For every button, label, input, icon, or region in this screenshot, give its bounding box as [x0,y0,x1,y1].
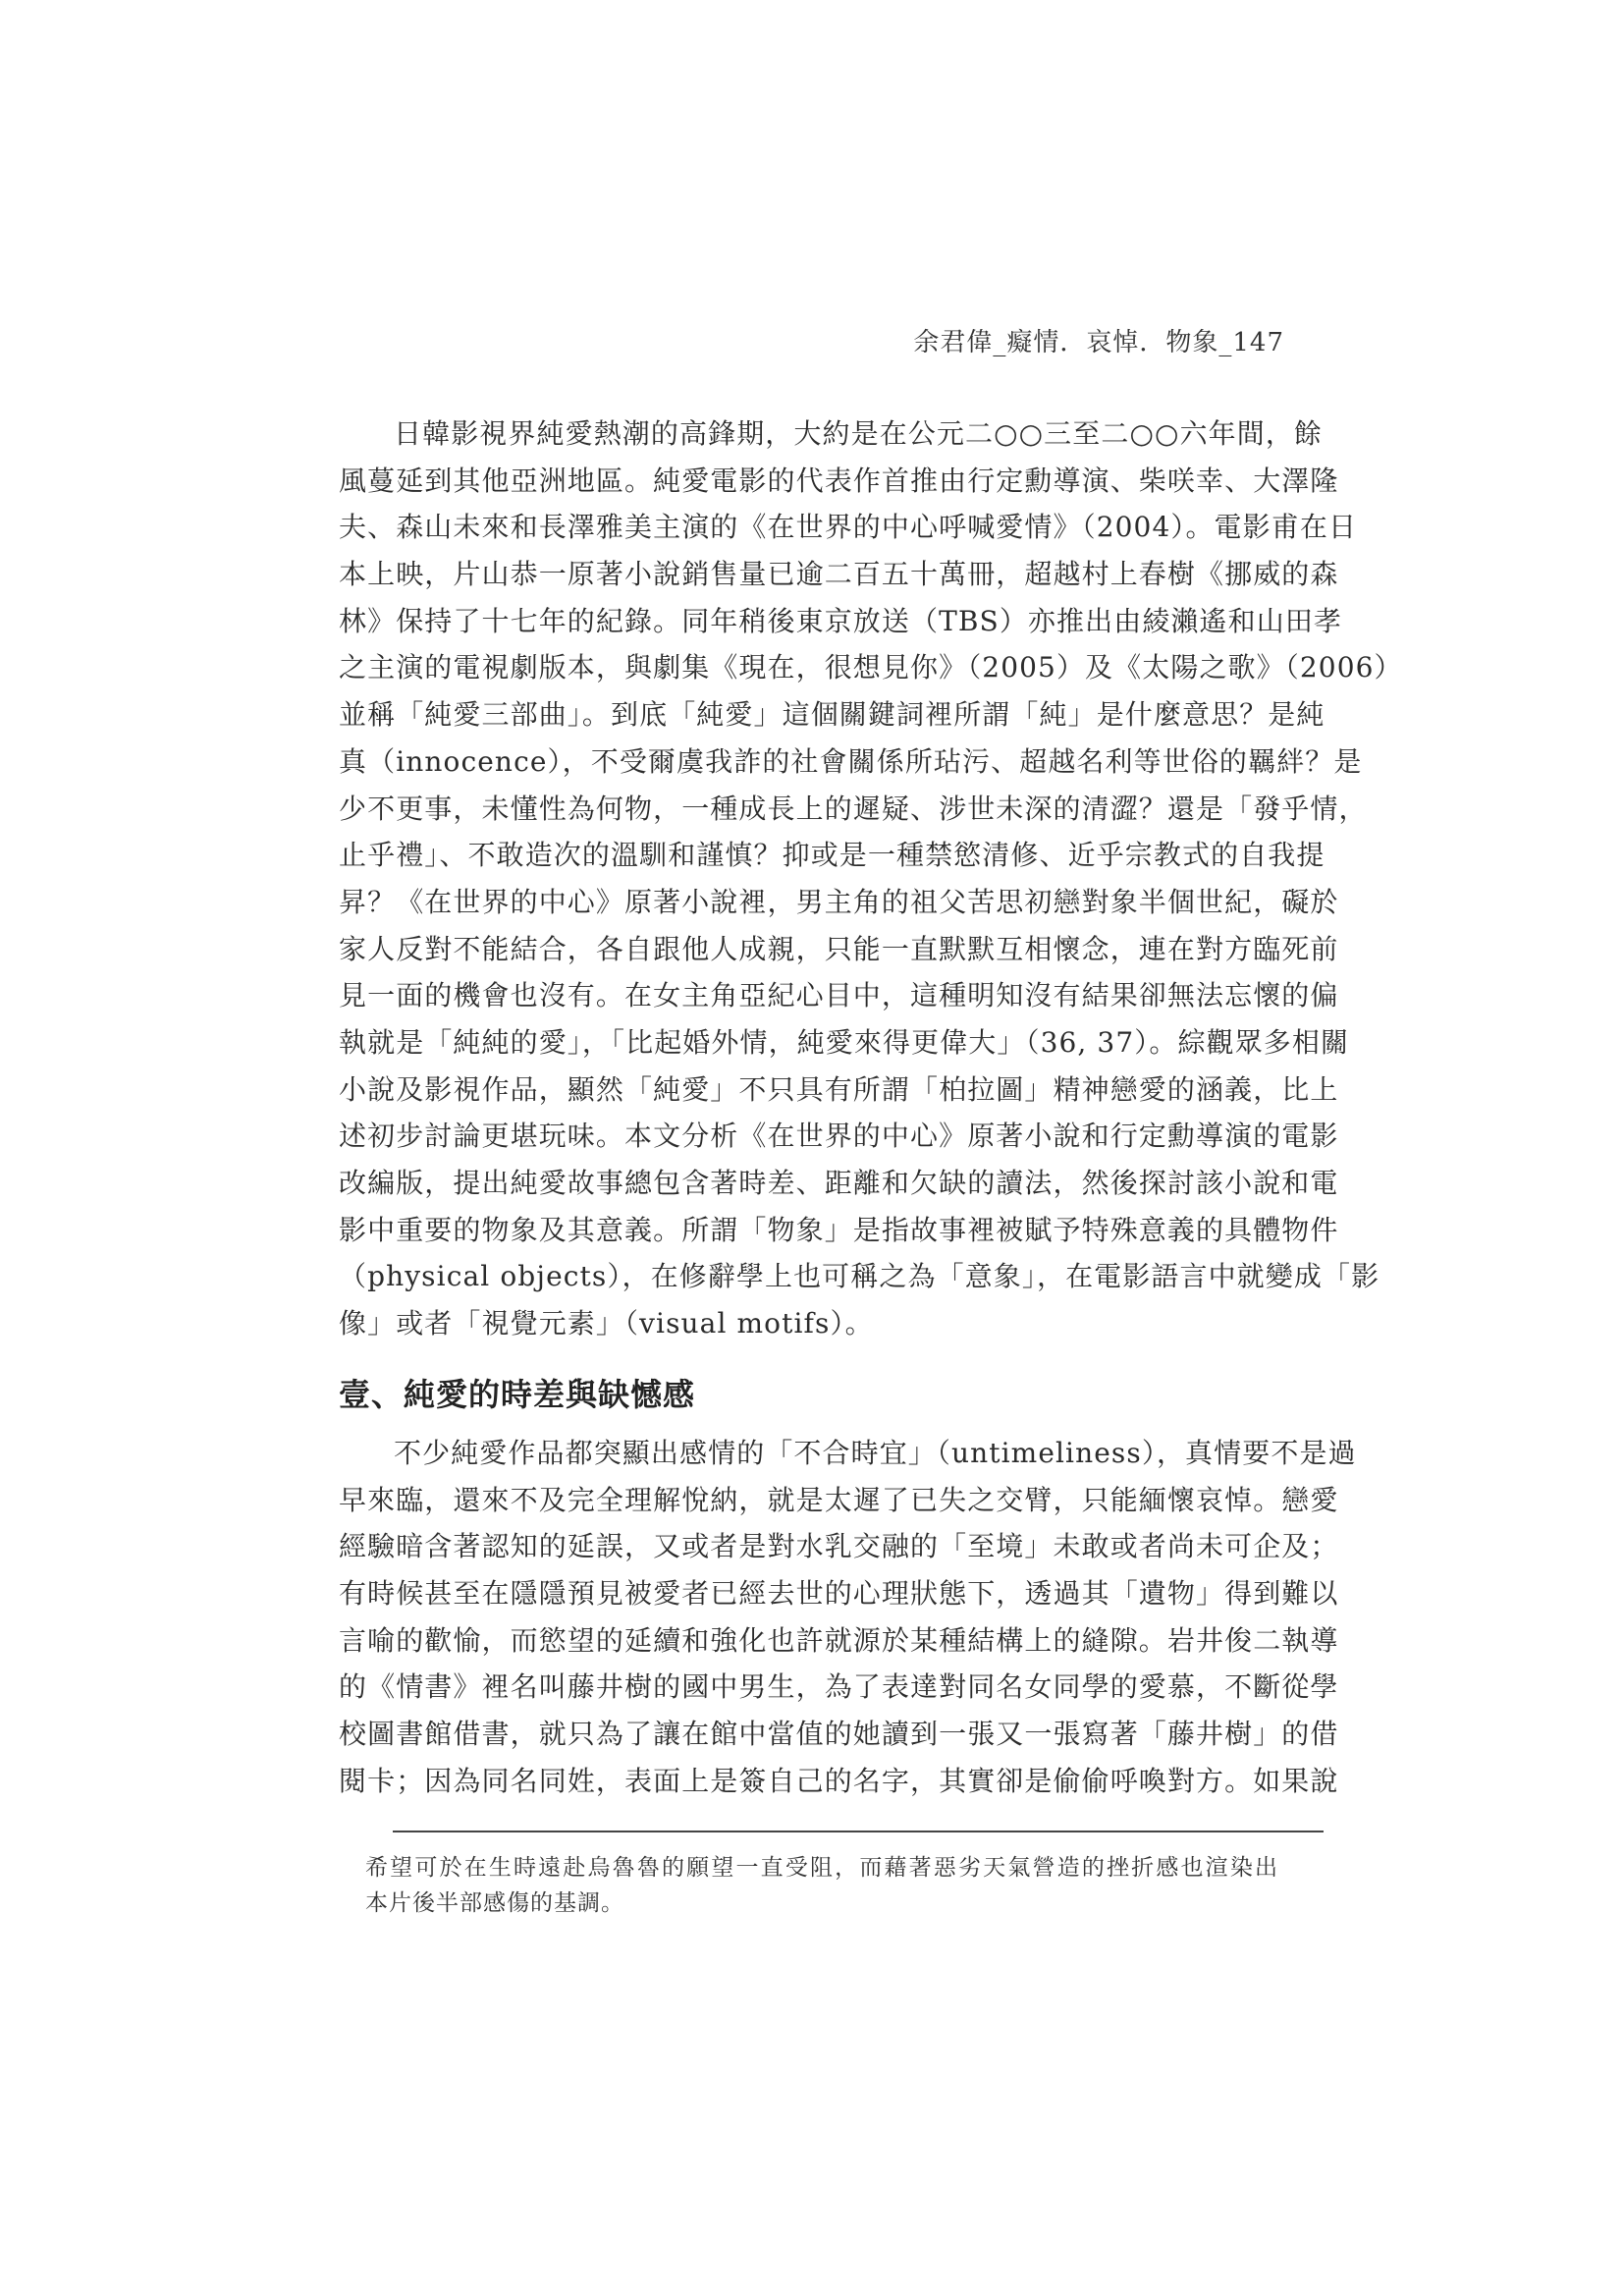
text-line: 風蔓延到其他亞洲地區。純愛電影的代表作首推由行定勳導演、柴咲幸、大澤隆 [339,464,1339,497]
text-line: 真（innocence），不受爾虞我詐的社會關係所玷污、超越名利等世俗的羈絆？是 [339,744,1363,778]
text-line: 校圖書館借書，就只為了讓在館中當值的她讀到一張又一張寫著「藤井樹」的借 [339,1718,1339,1751]
text-line: 像」或者「視覺元素」（visual motifs）。 [339,1307,874,1340]
text-line: 林》保持了十七年的紀錄。同年稍後東京放送（TBS）亦推出由綾瀨遙和山田孝 [339,604,1343,637]
text-line: 止乎禮」、不敢造次的溫馴和謹慎？抑或是一種禁慾清修、近乎宗教式的自我提 [339,839,1325,872]
section-heading: 壹、純愛的時差與缺憾感 [339,1376,696,1413]
footnote-line: 本片後半部感傷的基調。 [365,1890,624,1916]
text-line: 述初步討論更堪玩味。本文分析《在世界的中心》原著小說和行定勳導演的電影 [339,1120,1339,1153]
text-line: 不少純愛作品都突顯出感情的「不合時宜」（untimeliness），真情要不是過 [394,1437,1357,1469]
text-line: 閱卡；因為同名同姓，表面上是簽自己的名字，其實卻是偷偷呼喚對方。如果說 [339,1764,1339,1797]
text-line: 本上映，片山恭一原著小說銷售量已逾二百五十萬冊，超越村上春樹《挪威的森 [339,558,1339,591]
text-line: 言喻的歡愉，而慾望的延續和強化也許就源於某種結構上的縫隙。岩井俊二執導 [339,1623,1339,1657]
text-line: 影中重要的物象及其意義。所謂「物象」是指故事裡被賦予特殊意義的具體物件 [339,1213,1339,1246]
text-line: 早來臨，還來不及完全理解悅納，就是太遲了已失之交臂，只能緬懷哀悼。戀愛 [339,1483,1339,1516]
footnote-line: 希望可於在生時遠赴烏魯魯的願望一直受阻，而藉著惡劣天氣營造的挫折感也渲染出 [365,1855,1278,1881]
text-line: 執就是「純純的愛」，「比起婚外情，純愛來得更偉大」（36, 37）。綜觀眾多相關 [339,1025,1350,1059]
text-line: 之主演的電視劇版本，與劇集《現在，很想見你》（2005）及《太陽之歌》（2006） [339,651,1403,684]
body-paragraph-2 [339,1430,1357,1805]
footnote-divider [393,1831,1324,1832]
footnote [365,1850,1278,1921]
text-line: 見一面的機會也沒有。在女主角亞紀心目中，這種明知沒有結果卻無法忘懷的偏 [339,979,1339,1012]
text-line: 日韓影視界純愛熱潮的高鋒期，大約是在公元二○○三至二○○六年間，餘 [394,417,1324,450]
text-line: （physical objects），在修辭學上也可稱之為「意象」，在電影語言中就變成「影 [339,1260,1380,1293]
text-line: 改編版，提出純愛故事總包含著時差、距離和欠缺的讀法，然後探討該小說和電 [339,1167,1339,1199]
running-head: 余君偉_癡情．哀悼．物象_147 [913,328,1284,357]
text-line: 並稱「純愛三部曲」。到底「純愛」這個關鍵詞裡所謂「純」是什麼意思？是純 [339,698,1325,732]
body-paragraph-1 [339,410,1403,1347]
text-line: 家人反對不能結合，各自跟他人成親，只能一直默默互相懷念，連在對方臨死前 [339,932,1339,965]
text-line: 的《情書》裡名叫藤井樹的國中男生，為了表達對同名女同學的愛慕，不斷從學 [339,1670,1339,1704]
text-line: 有時候甚至在隱隱預見被愛者已經去世的心理狀態下，透過其「遺物」得到難以 [339,1577,1339,1611]
text-line: 夫、森山未來和長澤雅美主演的《在世界的中心呼喊愛情》（2004）。電影甫在日 [339,511,1358,544]
text-line: 小說及影視作品，顯然「純愛」不只具有所謂「柏拉圖」精神戀愛的涵義，比上 [339,1072,1339,1106]
text-line: 少不更事，未懂性為何物，一種成長上的遲疑、涉世未深的清澀？還是「發乎情， [339,792,1368,825]
text-line: 經驗暗含著認知的延誤，又或者是對水乳交融的「至境」未敢或者尚未可企及； [339,1530,1339,1563]
text-line: 昇？《在世界的中心》原著小說裡，男主角的祖父苦思初戀對象半個世紀，礙於 [339,885,1339,918]
